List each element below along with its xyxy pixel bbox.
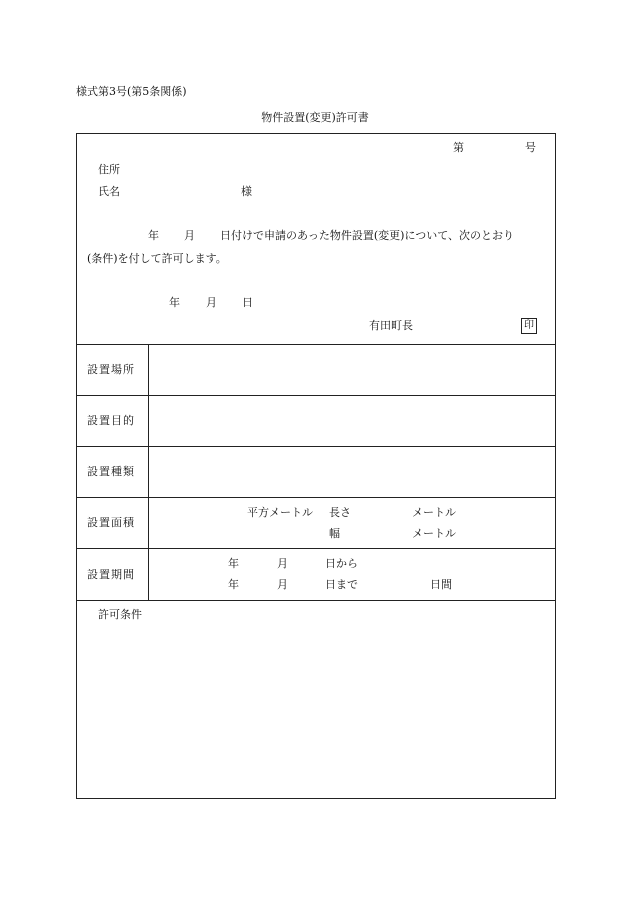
type-label: 設置種類 — [87, 465, 135, 478]
body-text-line2: (条件)を付して許可します。 — [87, 252, 227, 265]
body-month: 月 — [184, 229, 195, 242]
purpose-label: 設置目的 — [87, 414, 135, 427]
period-to-day: 日まで — [325, 578, 358, 591]
issue-year: 年 — [169, 296, 180, 309]
area-width-label: 幅 — [329, 527, 340, 540]
period-from-day: 日から — [325, 557, 358, 570]
permit-number-prefix: 第 — [453, 141, 464, 154]
issuer-name: 有田町長 — [369, 319, 413, 332]
honorific: 様 — [241, 185, 252, 198]
issue-day: 日 — [242, 296, 253, 309]
form-number: 様式第3号(第5条関係) — [76, 85, 187, 98]
period-to-year: 年 — [228, 578, 239, 591]
period-label: 設置期間 — [87, 568, 135, 581]
period-from-month: 月 — [277, 557, 288, 570]
body-text-line1: 日付けで申請のあった物件設置(変更)について、次のとおり — [220, 229, 515, 242]
body-year: 年 — [148, 229, 159, 242]
document-title: 物件設置(変更)許可書 — [261, 111, 369, 124]
area-unit-length: メートル — [412, 506, 456, 519]
period-days: 日間 — [430, 578, 452, 591]
conditions-label: 許可条件 — [98, 608, 142, 621]
area-length-label: 長さ — [329, 506, 351, 519]
area-label: 設置面積 — [87, 516, 135, 529]
issue-month: 月 — [206, 296, 217, 309]
divider — [77, 600, 555, 601]
area-unit-width: メートル — [412, 527, 456, 540]
period-to-month: 月 — [277, 578, 288, 591]
name-label: 氏名 — [98, 185, 120, 198]
address-label: 住所 — [98, 163, 120, 176]
period-from-year: 年 — [228, 557, 239, 570]
seal-mark: 印 — [521, 318, 537, 334]
permit-number-suffix: 号 — [525, 141, 536, 154]
location-label: 設置場所 — [87, 363, 135, 376]
area-unit-sqm: 平方メートル — [247, 506, 313, 519]
column-divider — [148, 344, 149, 600]
permit-form — [76, 133, 556, 799]
